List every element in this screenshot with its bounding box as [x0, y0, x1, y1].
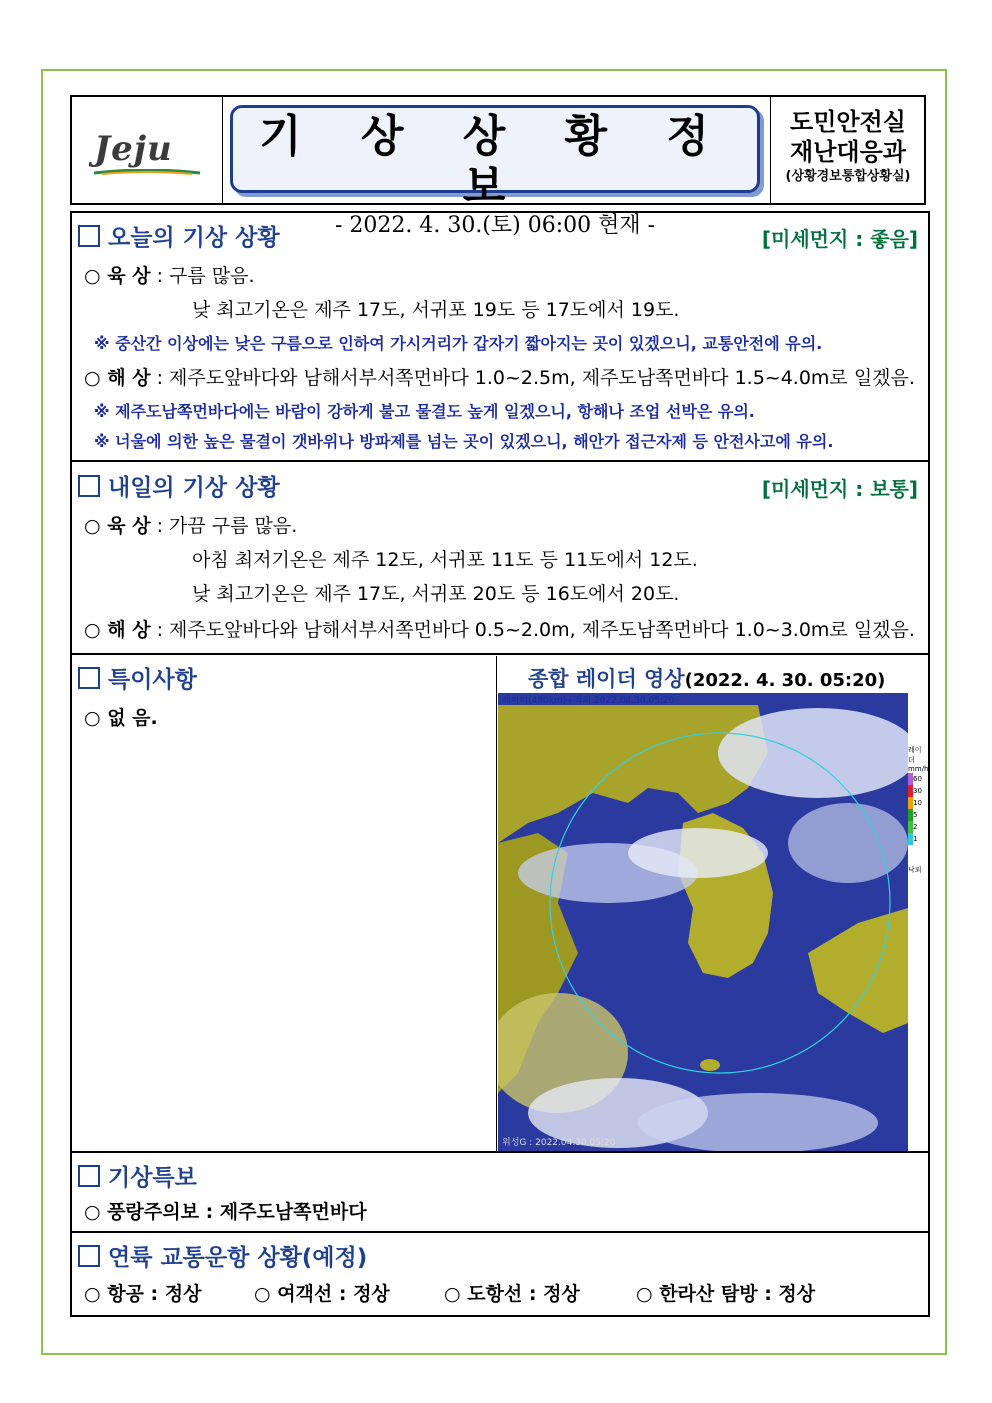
legend-value: 30: [913, 787, 922, 795]
today-sea-line: : 제주도앞바다와 남해서부서쪽먼바다 1.0~2.5m, 제주도남쪽먼바다 1.5~4.0m로 일겠음.: [156, 367, 915, 389]
radar-legend: [908, 745, 928, 895]
radar-map-icon: [498, 693, 908, 1151]
logo-text: Jeju: [94, 129, 173, 169]
legend-value: 60: [913, 775, 922, 783]
special-heading-text: 특이사항: [108, 667, 197, 693]
traffic-item-island-ferry: ○ 도항선 : 정상: [444, 1283, 580, 1305]
tomorrow-heading: [78, 469, 280, 502]
tomorrow-dust: [미세먼지 : 보통]: [761, 477, 918, 501]
tomorrow-sea-label: ○ 해 상: [84, 619, 151, 641]
logo: [72, 97, 223, 203]
tomorrow-land: [84, 511, 297, 538]
tomorrow-sea: [84, 615, 915, 642]
page-subtitle: - 2022. 4. 30.(토) 06:00 현재 -: [334, 213, 656, 238]
tomorrow-land-line3: 낮 최고기온은 제주 17도, 서귀포 20도 등 16도에서 20도.: [192, 583, 680, 605]
column-divider: [496, 656, 497, 1152]
today-sea-label: ○ 해 상: [84, 367, 151, 389]
radar-heading-text: 종합 레이더 영상: [528, 667, 685, 691]
today-note1: ※ 중산간 이상에는 낮은 구름으로 인하여 가시거리가 갑자기 짧아지는 곳이 있겠으니, 교통안전에 유의.: [94, 334, 823, 353]
special-item: ○ 없 음.: [84, 707, 158, 729]
checkbox-icon: [78, 667, 100, 689]
today-land-line1: : 구름 많음.: [156, 265, 255, 287]
dept-line1: 도민안전실: [790, 108, 906, 136]
divider: [72, 1231, 928, 1233]
legend-value: 1: [913, 835, 918, 843]
legend-item: [908, 809, 928, 821]
checkbox-icon: [78, 1245, 100, 1267]
traffic-item-air: ○ 항공 : 정상: [84, 1283, 202, 1305]
tomorrow-land-label: ○ 육 상: [84, 515, 151, 537]
today-dust: [미세먼지 : 좋음]: [761, 227, 918, 251]
traffic-item-hallasan: ○ 한라산 탐방 : 정상: [636, 1283, 816, 1305]
logo-swoosh-icon: [92, 169, 202, 175]
legend-item: [908, 797, 928, 809]
traffic-item-ferry: ○ 여객선 : 정상: [254, 1283, 390, 1305]
today-land-label: ○ 육 상: [84, 265, 151, 287]
legend-title: 레이더: [908, 746, 922, 764]
checkbox-icon: [78, 475, 100, 497]
divider: [72, 1151, 928, 1153]
legend-value: 2: [913, 823, 918, 831]
today-heading: [78, 219, 280, 252]
warning-item: ○ 풍랑주의보 : 제주도남쪽먼바다: [84, 1201, 367, 1223]
checkbox-icon: [78, 225, 100, 247]
traffic-heading-text: 연륙 교통운항 상황(예정): [108, 1245, 368, 1271]
special-heading: [78, 661, 197, 694]
legend-value: 10: [913, 799, 922, 807]
page-title: 기 상 상 황 정 보: [259, 111, 731, 212]
legend-item: [908, 773, 928, 785]
today-land: [84, 261, 255, 288]
legend-unit: mm/h: [908, 765, 929, 773]
dept-line3: (상황경보통합상황실): [785, 169, 911, 184]
radar-caption-bottom: 위성G : 2022.04.30.05:20: [502, 1138, 616, 1148]
tomorrow-sea-line: : 제주도앞바다와 남해서부서쪽먼바다 0.5~2.0m, 제주도남쪽먼바다 1.0~3.0m로 일겠음.: [156, 619, 915, 641]
radar-time: (2022. 4. 30. 05:20): [684, 670, 886, 691]
today-land-line2: 낮 최고기온은 제주 17도, 서귀포 19도 등 17도에서 19도.: [192, 299, 680, 321]
report-body: [70, 211, 930, 1317]
today-note2: ※ 제주도남쪽먼바다에는 바람이 강하게 불고 물결도 높게 일겠으니, 항해나 조업 선박은 유의.: [94, 402, 755, 421]
dept-line2: 재난대응과: [790, 138, 906, 166]
tomorrow-land-line1: : 가끔 구름 많음.: [156, 515, 298, 537]
warning-heading-text: 기상특보: [108, 1165, 197, 1191]
legend-value: 5: [913, 811, 918, 819]
radar-caption-top: 레이더(480km)+적외 2022.04.30.05:20: [502, 696, 675, 706]
checkbox-icon: [78, 1165, 100, 1187]
radar-heading: [528, 663, 885, 693]
traffic-heading: [78, 1239, 367, 1272]
today-sea: [84, 363, 915, 390]
legend-item: [908, 833, 928, 845]
tomorrow-land-line2: 아침 최저기온은 제주 12도, 서귀포 11도 등 11도에서 12도.: [192, 549, 698, 571]
today-note3: ※ 너울에 의한 높은 물결이 갯바위나 방파제를 넘는 곳이 있겠으니, 해안가 접근자제 등 안전사고에 유의.: [94, 432, 834, 451]
title-box: [230, 105, 760, 238]
divider: [72, 460, 928, 462]
today-heading-text: 오늘의 기상 상황: [108, 225, 280, 251]
warning-heading: [78, 1159, 197, 1192]
department: [770, 97, 925, 203]
tomorrow-heading-text: 내일의 기상 상황: [108, 475, 280, 501]
divider: [72, 653, 928, 655]
radar-image: [498, 693, 908, 1151]
legend-item: [908, 821, 928, 833]
legend-extra: 낙뢰: [908, 866, 922, 874]
legend-item: [908, 785, 928, 797]
